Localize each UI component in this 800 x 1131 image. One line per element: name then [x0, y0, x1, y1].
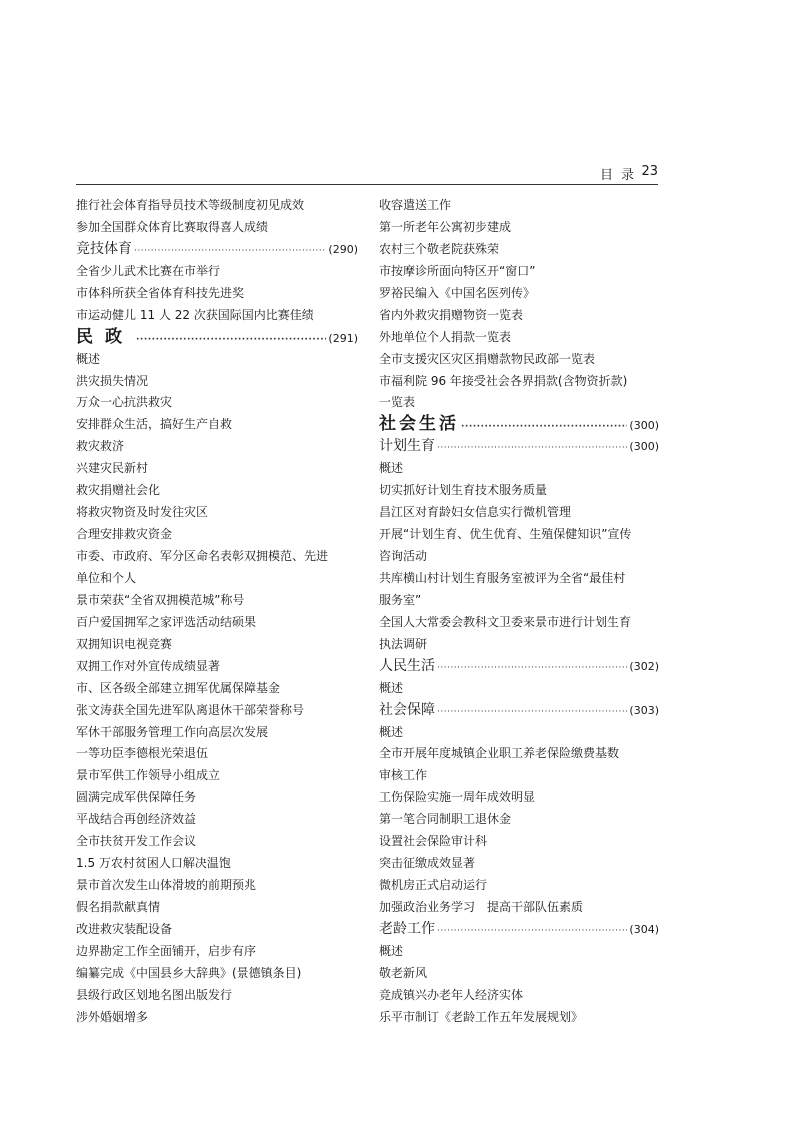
toc-item: 涉外婚姻增多	[76, 1009, 149, 1024]
toc-item: 景市荣获“全省双拥模范城”称号	[76, 592, 245, 607]
toc-item: 平战结合再创经济效益	[76, 812, 197, 827]
toc-item: 市按摩诊所面向特区开“窗口”	[379, 263, 536, 278]
toc-item: 全国人大常委会教科文卫委来景市进行计划生育	[379, 614, 632, 629]
toc-item: 审核工作	[379, 768, 428, 783]
toc-page-ref: (291)	[328, 331, 358, 345]
toc-item: 军休干部服务管理工作向高层次发展	[76, 724, 269, 739]
toc-item: 设置社会保险审计科	[379, 834, 488, 849]
toc-item: 概述	[379, 943, 404, 958]
toc-item: 万众一心抗洪救灾	[76, 395, 173, 410]
toc-heading-label: 人民生活	[379, 657, 435, 674]
toc-item: 百户爱国拥军之家评选活动结硕果	[76, 614, 257, 629]
page-number: 23	[641, 164, 658, 179]
toc-item: 市福利院 96 年接受社会各界捐款(含物资折款)	[379, 373, 628, 388]
toc-page-ref: (302)	[629, 659, 659, 673]
toc-heading-label: 社会生活	[379, 414, 459, 435]
toc-item: 一览表	[379, 395, 416, 410]
toc-page-ref: (300)	[629, 440, 659, 454]
toc-item: 市运动健儿 11 人 22 次获国际国内比赛佳绩	[76, 307, 314, 322]
toc-item: 全省少儿武术比赛在市举行	[76, 263, 221, 278]
toc-right-column	[379, 195, 659, 1029]
toc-item: 概述	[379, 461, 404, 476]
toc-heading-label: 计划生育	[379, 438, 435, 455]
toc-subsection-title	[76, 239, 358, 261]
toc-item: 全市开展年度城镇企业职工养老保险缴费基数	[379, 746, 620, 761]
toc-item: 市委、市政府、军分区命名表彰双拥模范、先进	[76, 549, 329, 563]
toc-item: 第一笔合同制职工退休金	[379, 812, 512, 827]
toc-item: 编纂完成《中国县乡大辞典》(景德镇条目)	[76, 965, 302, 980]
toc-item: 省内外救灾捐赠物资一览表	[379, 307, 524, 322]
dot-leader	[437, 658, 627, 680]
toc-item: 救灾救济	[76, 439, 125, 454]
toc-item: 罗裕民编入《中国名医列传》	[379, 285, 536, 300]
toc-item: 全市支援灾区灾区捐赠款物民政部一览表	[379, 351, 596, 366]
toc-item: 景市军供工作领导小组成立	[76, 768, 221, 783]
toc-heading-label: 老龄工作	[379, 920, 435, 937]
toc-item: 加强政治业务学习 提高干部队伍素质	[379, 900, 584, 914]
toc-heading-label: 竞技体育	[76, 240, 132, 257]
toc-item: 兴建灾民新村	[76, 461, 149, 476]
toc-item: 安排群众生活，搞好生产自救	[76, 417, 233, 432]
toc-page-ref: (290)	[328, 242, 358, 256]
toc-item: 洪灾损失情况	[76, 373, 149, 388]
toc-item: 执法调研	[379, 636, 428, 651]
toc-item: 参加全国群众体育比赛取得喜人成绩	[76, 219, 269, 234]
toc-item: 切实抓好计划生育技术服务质量	[379, 483, 548, 498]
toc-item: 工伤保险实施一周年成效明显	[379, 790, 536, 805]
toc-subsection-title	[379, 700, 659, 722]
toc-item: 单位和个人	[76, 570, 137, 585]
toc-subsection-title	[379, 436, 659, 458]
toc-item: 微机房正式启动运行	[379, 878, 488, 893]
toc-heading-label: 民政	[76, 326, 134, 347]
toc-item: 全市扶贫开发工作会议	[76, 834, 197, 849]
toc-section-title	[379, 414, 659, 436]
toc-item: 突击征缴成效显著	[379, 856, 476, 871]
toc-item: 咨询活动	[379, 549, 428, 563]
toc-page-ref: (300)	[629, 419, 659, 433]
toc-item: 张文涛获全国先进军队离退休干部荣誉称号	[76, 702, 305, 717]
toc-item: 合理安排救灾资金	[76, 527, 173, 542]
toc-item: 外地单位个人捐款一览表	[379, 329, 512, 344]
toc-page-ref: (303)	[629, 703, 659, 717]
toc-item: 竞成镇兴办老年人经济实体	[379, 987, 524, 1002]
toc-item: 县级行政区划地名图出版发行	[76, 987, 233, 1002]
toc-item: 概述	[379, 680, 404, 695]
toc-item: 概述	[379, 724, 404, 739]
toc-item: 开展“计划生育、优生优育、生殖保健知识”宣传	[379, 527, 632, 542]
toc-item: 1.5 万农村贫困人口解决温饱	[76, 856, 231, 871]
dot-leader	[437, 921, 627, 943]
toc-item: 服务室”	[379, 592, 422, 607]
toc-item: 将救灾物资及时发往灾区	[76, 505, 209, 520]
toc-item: 乐平市制订《老龄工作五年发展规划》	[379, 1009, 584, 1024]
toc-subsection-title	[379, 656, 659, 678]
toc-left-column	[76, 195, 358, 1029]
toc-item: 假名捐款献真情	[76, 900, 161, 914]
toc-item: 双拥工作对外宣传成绩显著	[76, 658, 221, 673]
toc-item: 救灾捐赠社会化	[76, 483, 161, 498]
toc-item: 景市首次发生山体滑坡的前期预兆	[76, 878, 257, 893]
toc-item: 概述	[76, 351, 101, 366]
toc-subsection-title	[379, 919, 659, 941]
toc-item: 农村三个敬老院获殊荣	[379, 241, 500, 256]
toc-item: 一等功臣李德根光荣退伍	[76, 746, 209, 761]
toc-item: 昌江区对育龄妇女信息实行微机管理	[379, 505, 572, 520]
toc-item: 边界勘定工作全面铺开，启步有序	[76, 943, 257, 958]
toc-item: 第一所老年公寓初步建成	[379, 219, 512, 234]
dot-leader	[134, 241, 326, 263]
toc-heading-label: 社会保障	[379, 701, 435, 718]
toc-item: 圆满完成军供保障任务	[76, 790, 197, 805]
toc-item: 双拥知识电视竞赛	[76, 636, 173, 651]
toc-item: 市、区各级全部建立拥军优属保障基金	[76, 680, 281, 695]
page-header	[76, 160, 658, 185]
toc-item: 推行社会体育指导员技术等级制度初见成效	[76, 198, 305, 212]
dot-leader	[437, 702, 627, 724]
toc-section-title	[76, 327, 358, 349]
toc-page-ref: (304)	[629, 922, 659, 936]
toc-item: 改进救灾装配设备	[76, 921, 173, 936]
toc-item: 收容遣送工作	[379, 198, 452, 212]
toc-item: 共库横山村计划生育服务室被评为全省“最佳村	[379, 570, 626, 585]
header-title: 目录	[599, 168, 642, 183]
dot-leader	[437, 438, 627, 460]
toc-item: 敬老新风	[379, 965, 428, 980]
toc-item: 市体科所获全省体育科技先进奖	[76, 285, 245, 300]
